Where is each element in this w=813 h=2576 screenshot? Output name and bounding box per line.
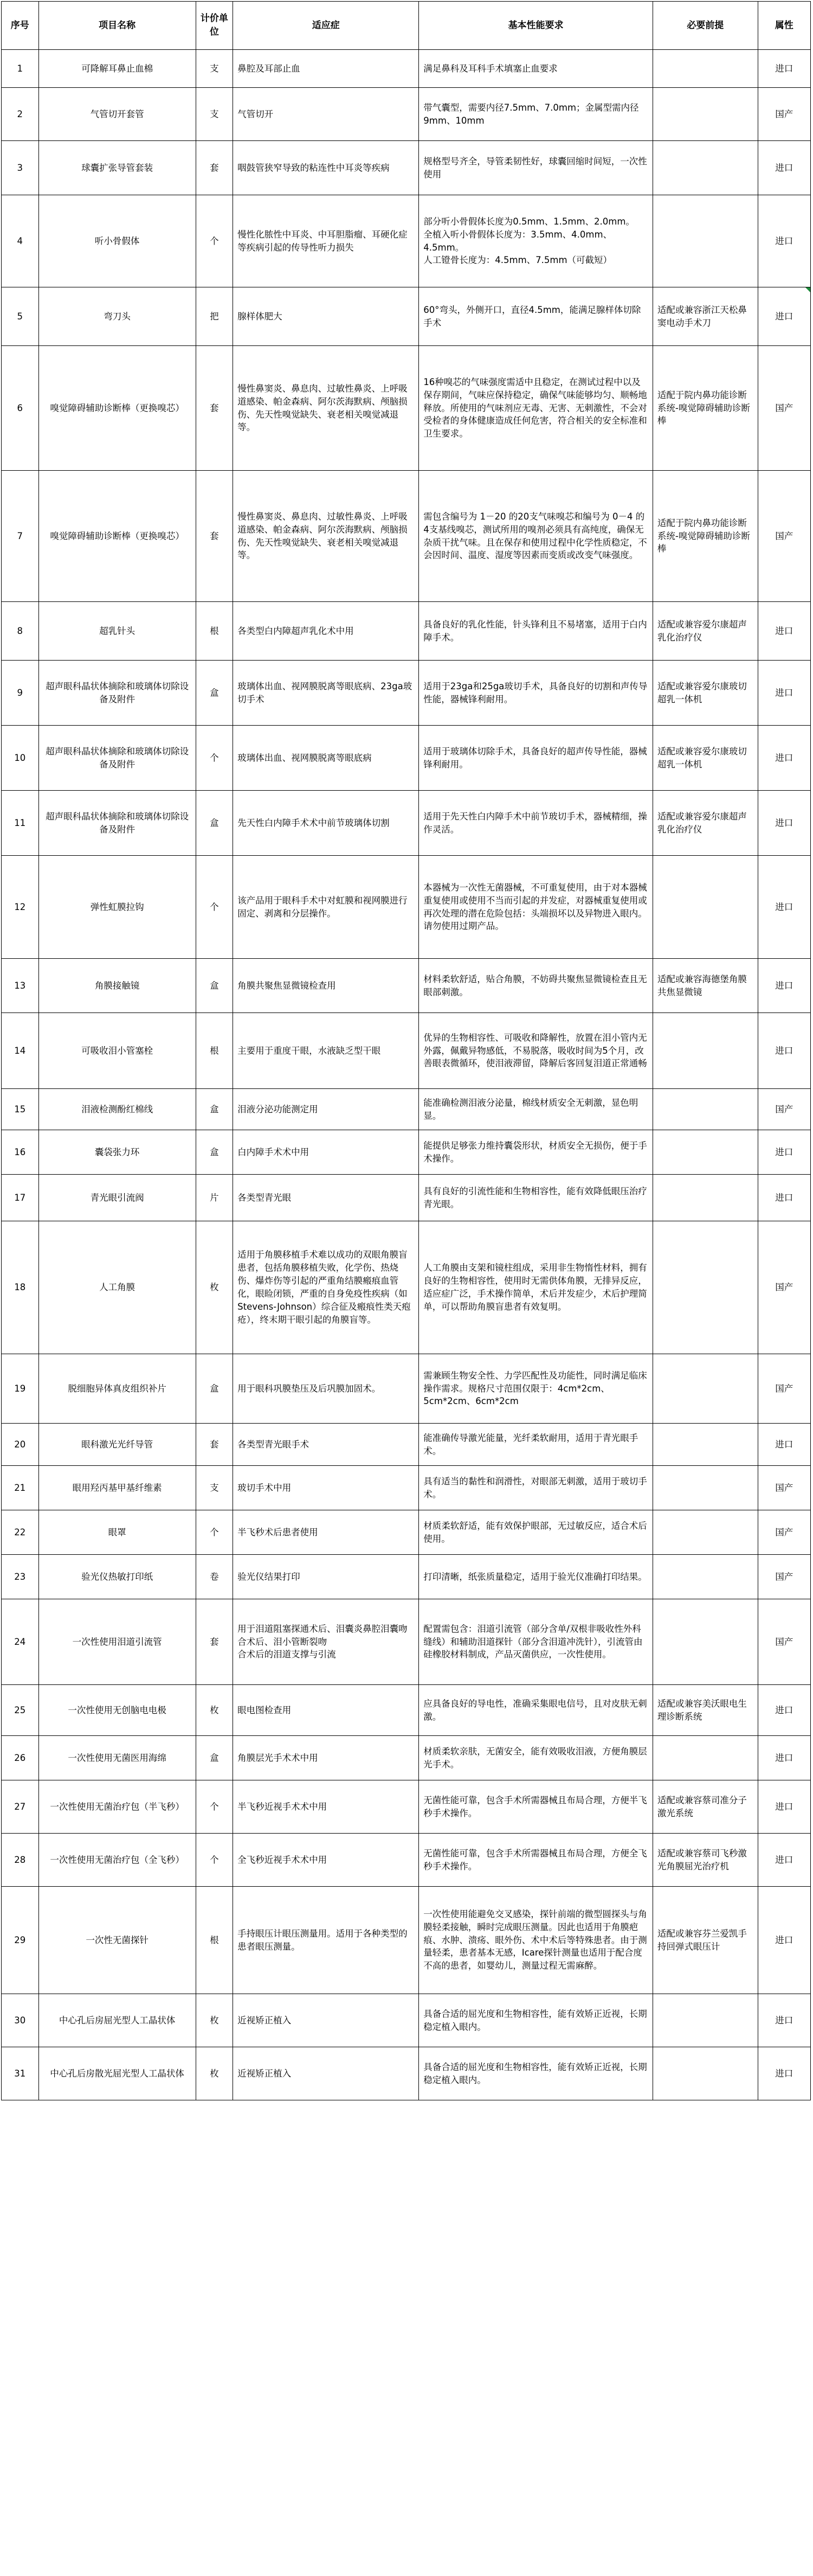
cell-item-name: 一次性使用无菌治疗包（半飞秒） — [38, 1780, 196, 1834]
table-row — [2, 1887, 811, 1994]
table-row — [2, 1736, 811, 1780]
cell-requirement: 应具备良好的导电性，准确采集眼电信号，且对皮肤无刺激。 — [419, 1685, 653, 1736]
cell-row-number: 12 — [2, 856, 39, 959]
cell-requirement: 适用于玻璃体切除手术，具备良好的超声传导性能，器械锋利耐用。 — [419, 726, 653, 791]
cell-row-number: 2 — [2, 88, 39, 141]
cell-item-name: 眼用羟丙基甲基纤维素 — [38, 1466, 196, 1510]
table-row — [2, 1834, 811, 1887]
cell-attribute: 进口 — [758, 959, 810, 1013]
table-row — [2, 602, 811, 661]
cell-indication: 该产品用于眼科手术中对虹膜和视网膜进行固定、剥离和分层操作。 — [233, 856, 419, 959]
cell-unit: 盒 — [196, 661, 233, 726]
cell-unit: 个 — [196, 1780, 233, 1834]
cell-item-name: 一次性使用泪道引流管 — [38, 1599, 196, 1685]
cell-item-name: 一次性无菌探针 — [38, 1887, 196, 1994]
cell-attribute: 进口 — [758, 726, 810, 791]
cell-indication: 适用于角膜移植手术难以成功的双眼角膜盲患者，包括角膜移植失败，化学伤、热烧伤、爆炸伤等引起的严重角结膜瘢痕血管化，眼睑闭锁，严重的自身免疫性疾病（如Stevens-Johnson）综合征及瘢痕性类天疱疮），终末期干眼引起的角膜盲等。 — [233, 1221, 419, 1354]
table-row — [2, 50, 811, 88]
cell-row-number: 30 — [2, 1994, 39, 2047]
cell-item-name: 弹性虹膜拉钩 — [38, 856, 196, 959]
cell-indication: 腺样体肥大 — [233, 287, 419, 346]
cell-indication: 咽鼓管狭窄导致的粘连性中耳炎等疾病 — [233, 141, 419, 195]
cell-unit: 个 — [196, 195, 233, 287]
cell-item-name: 一次性使用无创脑电电极 — [38, 1685, 196, 1736]
cell-prerequisite: 适配或兼容蔡司飞秒激光角膜屈光治疗机 — [653, 1834, 758, 1887]
cell-item-name: 青光眼引流阀 — [38, 1175, 196, 1221]
table-row — [2, 2047, 811, 2100]
cell-prerequisite — [653, 1510, 758, 1555]
cell-requirement: 具备良好的乳化性能，针头锋利且不易堵塞，适用于白内障手术。 — [419, 602, 653, 661]
cell-indication: 玻璃体出血、视网膜脱离等眼底病 — [233, 726, 419, 791]
cell-prerequisite — [653, 50, 758, 88]
cell-attribute: 进口 — [758, 1175, 810, 1221]
cell-prerequisite: 适配或兼容爱尔康超声乳化治疗仪 — [653, 791, 758, 856]
cell-item-name: 人工角膜 — [38, 1221, 196, 1354]
cell-requirement: 无菌性能可靠，包含手术所需器械且布局合理，方便半飞秒手术操作。 — [419, 1780, 653, 1834]
cell-row-number: 28 — [2, 1834, 39, 1887]
cell-attribute: 进口 — [758, 50, 810, 88]
cell-prerequisite — [653, 1013, 758, 1089]
cell-attribute: 国产 — [758, 1354, 810, 1424]
cell-item-name: 可降解耳鼻止血棉 — [38, 50, 196, 88]
cell-requirement: 需包含编号为 1－20 的20支气味嗅芯和编号为 0－4 的4支基线嗅芯，测试所用的嗅剂必须具有高纯度，确保无杂质干扰气味。且在保存和使用过程中化学性质稳定，不会因时间、温度、湿度等因素而变质或改变气味强度。 — [419, 471, 653, 602]
cell-item-name: 中心孔后房屈光型人工晶状体 — [38, 1994, 196, 2047]
cell-item-name: 一次性使用无菌医用海绵 — [38, 1736, 196, 1780]
cell-requirement: 需兼顾生物安全性、力学匹配性及功能性，同时满足临床操作需求。规格尺寸范围仅限于：4cm*2cm、5cm*2cm、6cm*2cm — [419, 1354, 653, 1424]
cell-unit: 盒 — [196, 1089, 233, 1130]
cell-indication: 用于泪道阻塞探通术后、泪囊炎鼻腔泪囊吻合术后、泪小管断裂吻 合术后的泪道支撑与引流 — [233, 1599, 419, 1685]
cell-prerequisite — [653, 88, 758, 141]
cell-requirement: 具有适当的黏性和润滑性，对眼部无刺激，适用于玻切手术。 — [419, 1466, 653, 1510]
cell-requirement: 部分听小骨假体长度为0.5mm、1.5mm、2.0mm。 全植入听小骨假体长度为：3.5mm、4.0mm、4.5mm。 人工镫骨长度为：4.5mm、7.5mm（可截短） — [419, 195, 653, 287]
cell-prerequisite — [653, 1599, 758, 1685]
header-attribute: 属性 — [758, 2, 810, 50]
cell-indication: 全飞秒近视手术术中用 — [233, 1834, 419, 1887]
cell-row-number: 10 — [2, 726, 39, 791]
cell-prerequisite: 适配或兼容海德堡角膜共焦显微镜 — [653, 959, 758, 1013]
cell-unit: 枚 — [196, 1994, 233, 2047]
cell-row-number: 1 — [2, 50, 39, 88]
cell-attribute: 国产 — [758, 1089, 810, 1130]
cell-unit: 支 — [196, 88, 233, 141]
cell-requirement: 材质柔软亲肤，无菌安全，能有效吸收泪液，方便角膜层光手术。 — [419, 1736, 653, 1780]
cell-item-name: 可吸收泪小管塞栓 — [38, 1013, 196, 1089]
cell-item-name: 气管切开套管 — [38, 88, 196, 141]
cell-item-name: 中心孔后房散光屈光型人工晶状体 — [38, 2047, 196, 2100]
cell-prerequisite: 适配或兼容蔡司准分子激光系统 — [653, 1780, 758, 1834]
cell-unit: 个 — [196, 856, 233, 959]
cell-prerequisite — [653, 1555, 758, 1599]
cell-prerequisite: 适配或兼容浙江天松鼻窦电动手术刀 — [653, 287, 758, 346]
cell-row-number: 15 — [2, 1089, 39, 1130]
cell-item-name: 眼罩 — [38, 1510, 196, 1555]
cell-item-name: 泪液检测酚红棉线 — [38, 1089, 196, 1130]
cell-indication: 慢性化脓性中耳炎、中耳胆脂瘤、耳硬化症等疾病引起的传导性听力损失 — [233, 195, 419, 287]
cell-requirement: 一次性使用能避免交叉感染，探针前端的微型圆探头与角膜轻柔接触，瞬时完成眼压测量。因此也适用于角膜疤痕、水肿、溃疡、眼外伤、术中术后等特殊患者。由于测量轻柔，患者基本无感，Icare探针测量也适用于配合度不高的患者，如婴幼儿，测量过程无需麻醉。 — [419, 1887, 653, 1994]
table-row — [2, 726, 811, 791]
cell-indication: 泪液分泌功能测定用 — [233, 1089, 419, 1130]
cell-unit: 盒 — [196, 791, 233, 856]
header-prerequisite: 必要前提 — [653, 2, 758, 50]
cell-attribute: 进口 — [758, 1424, 810, 1466]
cell-requirement: 60°弯头，外侧开口，直径4.5mm，能满足腺样体切除手术 — [419, 287, 653, 346]
header-name: 项目名称 — [38, 2, 196, 50]
cell-indication: 先天性白内障手术术中前节玻璃体切割 — [233, 791, 419, 856]
table-row — [2, 141, 811, 195]
cell-unit: 套 — [196, 1424, 233, 1466]
cell-indication: 近视矫正植入 — [233, 2047, 419, 2100]
cell-indication: 用于眼科巩膜垫压及后巩膜加固术。 — [233, 1354, 419, 1424]
cell-item-name: 嗅觉障碍辅助诊断棒（更换嗅芯） — [38, 346, 196, 471]
cell-prerequisite: 适配于院内鼻功能诊断系统-嗅觉障碍辅助诊断棒 — [653, 346, 758, 471]
cell-attribute: 进口 — [758, 1780, 810, 1834]
table-row — [2, 346, 811, 471]
cell-row-number: 25 — [2, 1685, 39, 1736]
cell-requirement: 人工角膜由支架和镜柱组成，采用非生物惰性材料，拥有良好的生物相容性，使用时无需供体角膜，无排异反应，适应症广泛，手术操作简单，术后并发症少，术后护理简单，可以帮助角膜盲患者有效复明。 — [419, 1221, 653, 1354]
cell-unit: 盒 — [196, 959, 233, 1013]
cell-unit: 盒 — [196, 1354, 233, 1424]
cell-item-name: 听小骨假体 — [38, 195, 196, 287]
cell-row-number: 19 — [2, 1354, 39, 1424]
cell-unit: 枚 — [196, 1685, 233, 1736]
cell-requirement: 材质柔软舒适，能有效保护眼部，无过敏反应，适合术后使用。 — [419, 1510, 653, 1555]
table-row — [2, 1994, 811, 2047]
header-indication: 适应症 — [233, 2, 419, 50]
cell-requirement: 带气囊型，需要内径7.5mm、7.0mm；金属型需内径9mm、10mm — [419, 88, 653, 141]
cell-attribute: 国产 — [758, 471, 810, 602]
header-row — [2, 2, 811, 50]
cell-row-number: 13 — [2, 959, 39, 1013]
cell-requirement: 材料柔软舒适，贴合角膜，不妨碍共聚焦显微镜检查且无眼部刺激。 — [419, 959, 653, 1013]
table-row — [2, 1354, 811, 1424]
cell-prerequisite — [653, 1221, 758, 1354]
cell-requirement: 能提供足够张力维持囊袋形状，材质安全无损伤，便于手术操作。 — [419, 1130, 653, 1175]
cell-requirement: 16种嗅芯的气味强度需适中且稳定，在测试过程中以及保存期间，气味应保持稳定，确保气味能够均匀、顺畅地释放。所使用的气味剂应无毒、无害、无刺激性，不会对受检者的身体健康造成任何危害，符合相关的安全标准和卫生要求。 — [419, 346, 653, 471]
cell-requirement: 适用于先天性白内障手术中前节玻切手术，器械精细，操作灵活。 — [419, 791, 653, 856]
cell-prerequisite — [653, 1175, 758, 1221]
table-row — [2, 1466, 811, 1510]
cell-indication: 角膜共聚焦显微镜检查用 — [233, 959, 419, 1013]
cell-item-name: 囊袋张力环 — [38, 1130, 196, 1175]
cell-indication: 眼电图检查用 — [233, 1685, 419, 1736]
cell-indication: 半飞秒术后患者使用 — [233, 1510, 419, 1555]
cell-attribute: 国产 — [758, 1555, 810, 1599]
table-row — [2, 1175, 811, 1221]
table-row — [2, 856, 811, 959]
table-row — [2, 1599, 811, 1685]
cell-attribute: 国产 — [758, 1510, 810, 1555]
cell-attribute: 进口 — [758, 661, 810, 726]
cell-row-number: 21 — [2, 1466, 39, 1510]
cell-row-number: 20 — [2, 1424, 39, 1466]
cell-item-name: 眼科激光光纤导管 — [38, 1424, 196, 1466]
table-row — [2, 287, 811, 346]
cell-prerequisite — [653, 1736, 758, 1780]
cell-indication: 主要用于重度干眼，水液缺乏型干眼 — [233, 1013, 419, 1089]
cell-attribute: 进口 — [758, 1736, 810, 1780]
cell-requirement: 能准确传导激光能量，光纤柔软耐用，适用于青光眼手术。 — [419, 1424, 653, 1466]
cell-item-name: 弯刀头 — [38, 287, 196, 346]
cell-prerequisite — [653, 195, 758, 287]
cell-unit: 套 — [196, 471, 233, 602]
cell-indication: 各类型青光眼 — [233, 1175, 419, 1221]
cell-unit: 根 — [196, 1887, 233, 1994]
cell-item-name: 验光仪热敏打印纸 — [38, 1555, 196, 1599]
table-row — [2, 1013, 811, 1089]
cell-indication: 慢性鼻窦炎、鼻息肉、过敏性鼻炎、上呼吸道感染、帕金森病、阿尔茨海默病、颅脑损伤、先天性嗅觉缺失、衰老相关嗅觉减退等。 — [233, 471, 419, 602]
cell-indication: 手持眼压计眼压测量用。适用于各种类型的患者眼压测量。 — [233, 1887, 419, 1994]
header-unit: 计价单位 — [196, 2, 233, 50]
consumables-table — [1, 1, 811, 2100]
cell-indication: 近视矫正植入 — [233, 1994, 419, 2047]
cell-item-name: 超声眼科晶状体摘除和玻璃体切除设备及附件 — [38, 661, 196, 726]
cell-row-number: 16 — [2, 1130, 39, 1175]
cell-row-number: 11 — [2, 791, 39, 856]
cell-indication: 角膜层光手术术中用 — [233, 1736, 419, 1780]
cell-attribute: 国产 — [758, 1466, 810, 1510]
cell-indication: 验光仪结果打印 — [233, 1555, 419, 1599]
cell-prerequisite: 适配或兼容爱尔康玻切超乳一体机 — [653, 726, 758, 791]
cell-row-number: 22 — [2, 1510, 39, 1555]
cell-row-number: 4 — [2, 195, 39, 287]
cell-attribute: 进口 — [758, 1685, 810, 1736]
cell-indication: 慢性鼻窦炎、鼻息肉、过敏性鼻炎、上呼吸道感染、帕金森病、阿尔茨海默病、颅脑损伤、先天性嗅觉缺失、衰老相关嗅觉减退等。 — [233, 346, 419, 471]
cell-unit: 个 — [196, 726, 233, 791]
cell-unit: 枚 — [196, 1221, 233, 1354]
cell-row-number: 31 — [2, 2047, 39, 2100]
cell-attribute: 进口 — [758, 141, 810, 195]
cell-prerequisite — [653, 1466, 758, 1510]
cell-requirement: 具备合适的屈光度和生物相容性，能有效矫正近视，长期稳定植入眼内。 — [419, 1994, 653, 2047]
cell-prerequisite — [653, 141, 758, 195]
cell-unit: 支 — [196, 50, 233, 88]
cell-indication: 半飞秒近视手术术中用 — [233, 1780, 419, 1834]
cell-row-number: 27 — [2, 1780, 39, 1834]
cell-unit: 套 — [196, 141, 233, 195]
table-row — [2, 471, 811, 602]
cell-prerequisite — [653, 1994, 758, 2047]
cell-unit: 套 — [196, 1599, 233, 1685]
table-row — [2, 1555, 811, 1599]
cell-item-name: 脱细胞异体真皮组织补片 — [38, 1354, 196, 1424]
cell-row-number: 23 — [2, 1555, 39, 1599]
cell-attribute: 进口 — [758, 791, 810, 856]
cell-row-number: 14 — [2, 1013, 39, 1089]
cell-requirement: 规格型号齐全，导管柔韧性好，球囊回缩时间短，一次性使用 — [419, 141, 653, 195]
cell-unit: 枚 — [196, 2047, 233, 2100]
cell-prerequisite — [653, 2047, 758, 2100]
cell-requirement: 适用于23ga和25ga玻切手术，具备良好的切割和声传导性能，器械锋利耐用。 — [419, 661, 653, 726]
cell-prerequisite — [653, 1354, 758, 1424]
cell-indication: 各类型青光眼手术 — [233, 1424, 419, 1466]
cell-unit: 套 — [196, 346, 233, 471]
cell-attribute: 国产 — [758, 1221, 810, 1354]
table-row — [2, 1510, 811, 1555]
cell-row-number: 17 — [2, 1175, 39, 1221]
cell-item-name: 超声眼科晶状体摘除和玻璃体切除设备及附件 — [38, 726, 196, 791]
cell-requirement: 配置需包含：泪道引流管（部分含单/双根非吸收性外科缝线）和辅助泪道探针（部分含泪道冲洗针），引流管由硅橡胶材料制成，产品灭菌供应，一次性使用。 — [419, 1599, 653, 1685]
cell-requirement: 满足鼻科及耳科手术填塞止血要求 — [419, 50, 653, 88]
table-row — [2, 1685, 811, 1736]
cell-attribute: 国产 — [758, 88, 810, 141]
cell-indication: 玻璃体出血、视网膜脱离等眼底病、23ga玻切手术 — [233, 661, 419, 726]
cell-prerequisite — [653, 1424, 758, 1466]
cell-unit: 个 — [196, 1510, 233, 1555]
cell-prerequisite: 适配于院内鼻功能诊断系统-嗅觉障碍辅助诊断棒 — [653, 471, 758, 602]
cell-requirement: 优异的生物相容性、可吸收和降解性，放置在泪小管内无外露，佩戴异物感低，不易脱落，吸收时间为5个月，改善眼表微循环，使泪液滞留，降解后客回复泪道正常通畅 — [419, 1013, 653, 1089]
cell-unit: 根 — [196, 1013, 233, 1089]
cell-row-number: 6 — [2, 346, 39, 471]
cell-row-number: 26 — [2, 1736, 39, 1780]
table-row — [2, 1221, 811, 1354]
cell-attribute: 进口 — [758, 602, 810, 661]
cell-item-name: 超声眼科晶状体摘除和玻璃体切除设备及附件 — [38, 791, 196, 856]
cell-requirement: 本器械为一次性无菌器械，不可重复使用，由于对本器械重复使用或使用不当而引起的并发症，对器械重复使用或再次处理的潜在危险包括：头端损坏以及异物进入眼内。 请勿使用过期产品。 — [419, 856, 653, 959]
cell-indication: 白内障手术术中用 — [233, 1130, 419, 1175]
cell-prerequisite: 适配或兼容爱尔康超声乳化治疗仪 — [653, 602, 758, 661]
cell-attribute: 进口 — [758, 195, 810, 287]
cell-prerequisite: 适配或兼容爱尔康玻切超乳一体机 — [653, 661, 758, 726]
cell-attribute: 进口 — [758, 1013, 810, 1089]
cell-requirement: 无菌性能可靠，包含手术所需器械且布局合理，方便全飞秒手术操作。 — [419, 1834, 653, 1887]
table-row — [2, 1780, 811, 1834]
cell-attribute: 进口 — [758, 2047, 810, 2100]
table-row — [2, 195, 811, 287]
cell-requirement: 具有良好的引流性能和生物相容性，能有效降低眼压治疗青光眼。 — [419, 1175, 653, 1221]
cell-row-number: 8 — [2, 602, 39, 661]
cell-item-name: 一次性使用无菌治疗包（全飞秒） — [38, 1834, 196, 1887]
cell-prerequisite — [653, 1089, 758, 1130]
table-row — [2, 1089, 811, 1130]
cell-item-name: 超乳针头 — [38, 602, 196, 661]
cell-attribute: 进口 — [758, 1130, 810, 1175]
table-body — [2, 50, 811, 2100]
cell-indication: 玻切手术中用 — [233, 1466, 419, 1510]
header-requirement: 基本性能要求 — [419, 2, 653, 50]
cell-unit: 片 — [196, 1175, 233, 1221]
cell-unit: 把 — [196, 287, 233, 346]
cell-unit: 盒 — [196, 1130, 233, 1175]
cell-attribute: 进口 — [758, 1887, 810, 1994]
cell-unit: 支 — [196, 1466, 233, 1510]
cell-item-name: 嗅觉障碍辅助诊断棒（更换嗅芯） — [38, 471, 196, 602]
cell-row-number: 24 — [2, 1599, 39, 1685]
header-no: 序号 — [2, 2, 39, 50]
table-row — [2, 1130, 811, 1175]
cell-indication: 气管切开 — [233, 88, 419, 141]
cell-requirement: 能准确检测泪液分泌量，棉线材质安全无刺激，显色明显。 — [419, 1089, 653, 1130]
cell-row-number: 5 — [2, 287, 39, 346]
cell-prerequisite — [653, 1130, 758, 1175]
cell-row-number: 3 — [2, 141, 39, 195]
cell-requirement: 具备合适的屈光度和生物相容性，能有效矫正近视，长期稳定植入眼内。 — [419, 2047, 653, 2100]
cell-attribute: 进口 — [758, 1994, 810, 2047]
cell-unit: 卷 — [196, 1555, 233, 1599]
table-row — [2, 88, 811, 141]
cell-item-name: 角膜接触镜 — [38, 959, 196, 1013]
cell-row-number: 18 — [2, 1221, 39, 1354]
cell-prerequisite: 适配或兼容芬兰爱凯手持回弹式眼压计 — [653, 1887, 758, 1994]
cell-row-number: 29 — [2, 1887, 39, 1994]
cell-unit: 根 — [196, 602, 233, 661]
cell-row-number: 9 — [2, 661, 39, 726]
cell-indication: 各类型白内障超声乳化术中用 — [233, 602, 419, 661]
cell-prerequisite — [653, 856, 758, 959]
table-row — [2, 661, 811, 726]
cell-unit: 个 — [196, 1834, 233, 1887]
cell-row-number: 7 — [2, 471, 39, 602]
cell-unit: 盒 — [196, 1736, 233, 1780]
cell-attribute: 进口 — [758, 1834, 810, 1887]
cell-attribute: 进口 — [758, 287, 810, 346]
table-row — [2, 959, 811, 1013]
table-row — [2, 791, 811, 856]
table-row — [2, 1424, 811, 1466]
cell-attribute: 进口 — [758, 856, 810, 959]
cell-requirement: 打印清晰，纸张质量稳定，适用于验光仪准确打印结果。 — [419, 1555, 653, 1599]
cell-attribute: 国产 — [758, 346, 810, 471]
cell-prerequisite: 适配或兼容美沃眼电生理诊断系统 — [653, 1685, 758, 1736]
cell-indication: 鼻腔及耳部止血 — [233, 50, 419, 88]
cell-attribute: 国产 — [758, 1599, 810, 1685]
cell-item-name: 球囊扩张导管套装 — [38, 141, 196, 195]
